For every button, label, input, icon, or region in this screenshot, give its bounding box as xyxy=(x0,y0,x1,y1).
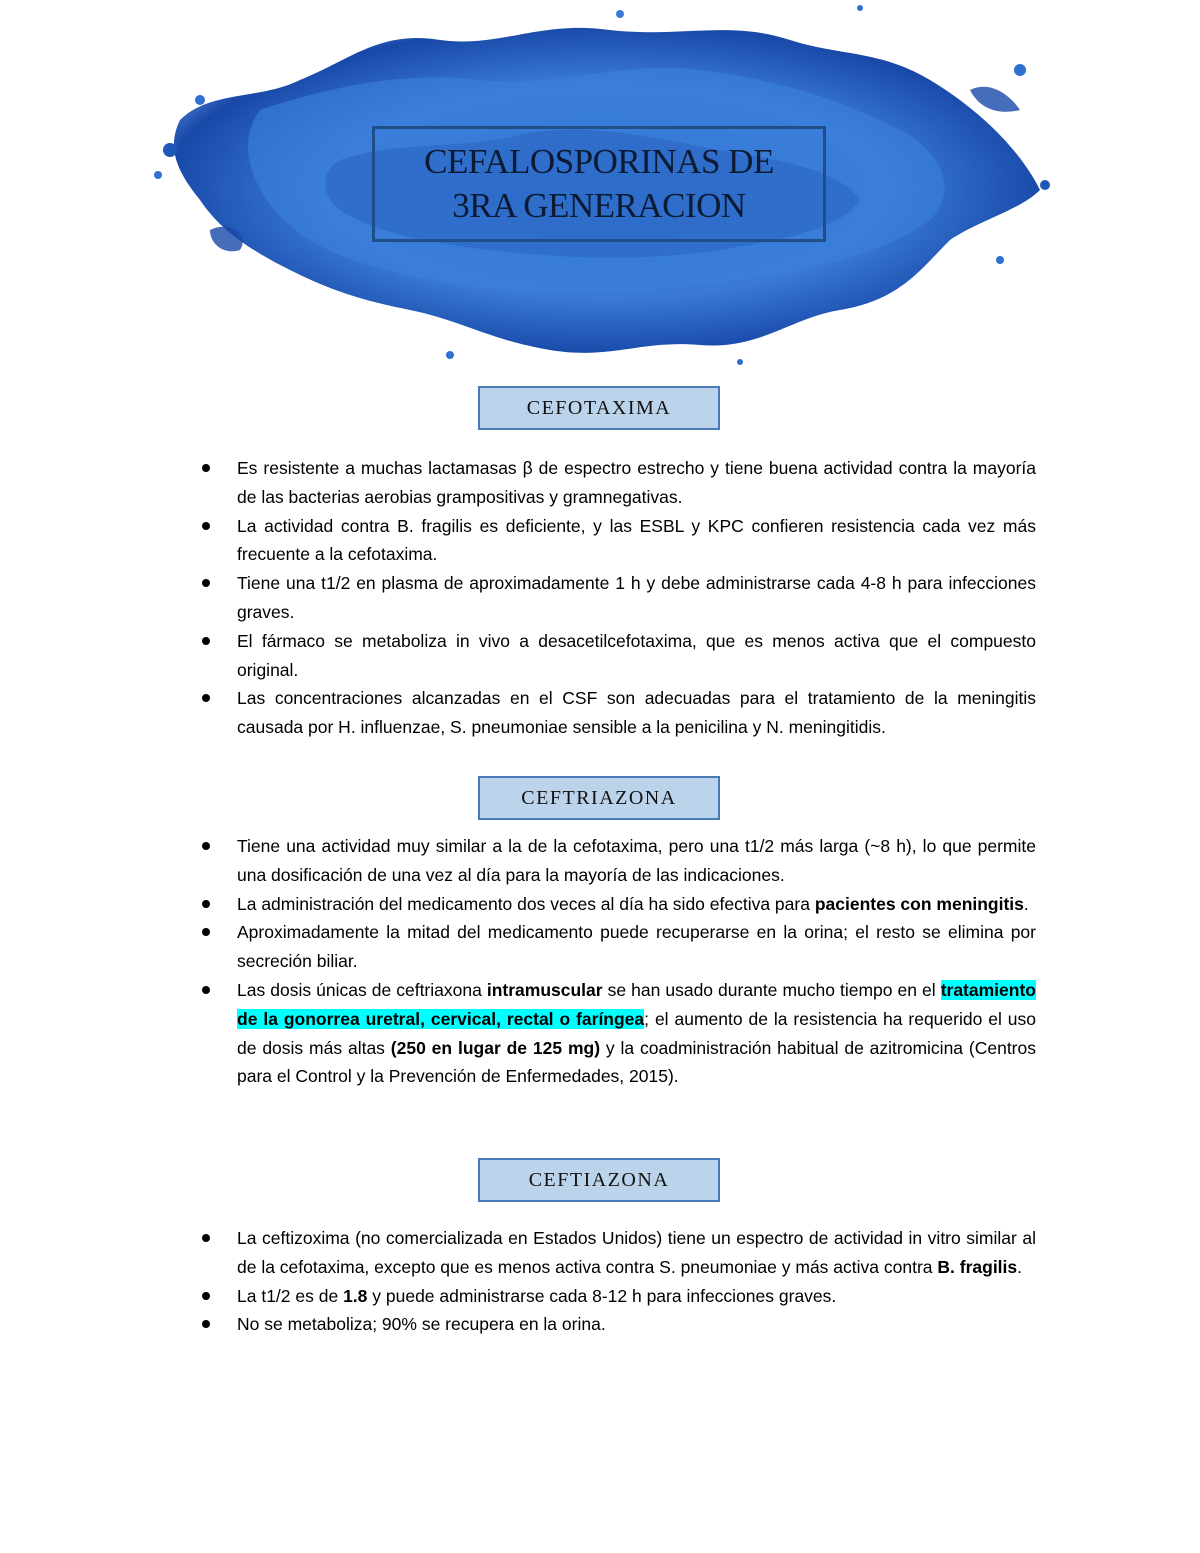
ceftriazona-list xyxy=(200,832,1036,1091)
section-heading-ceftriazona: CEFTRIAZONA xyxy=(478,776,720,820)
highlighted-text: tratamiento de la gonorrea uretral, cervical, rectal o faríngea xyxy=(237,979,1036,1029)
cefotaxima-list xyxy=(200,454,1036,742)
ceftiazona-list xyxy=(200,1224,1036,1339)
section-heading-ceftiazona: CEFTIAZONA xyxy=(478,1158,720,1202)
title-line-1: CEFALOSPORINAS DE xyxy=(424,142,774,181)
list-item: La ceftizoxima (no comercializada en Estados Unidos) tiene un espectro de actividad in vitro similar al de la cefotaxima, excepto que es menos activa contra S. pneumoniae y más activa contra B. fragilis. xyxy=(200,1224,1036,1282)
list-item: Tiene una actividad muy similar a la de la cefotaxima, pero una t1/2 más larga (~8 h), lo que permite una dosificación de una vez al día para la mayoría de las indicaciones. xyxy=(200,832,1036,890)
list-item: La t1/2 es de 1.8 y puede administrarse cada 8-12 h para infecciones graves. xyxy=(200,1282,1036,1311)
list-item: La actividad contra B. fragilis es deficiente, y las ESBL y KPC confieren resistencia cada vez más frecuente a la cefotaxima. xyxy=(200,512,1036,570)
list-item: Es resistente a muchas lactamasas β de espectro estrecho y tiene buena actividad contra la mayoría de las bacterias aerobias grampositivas y gramnegativas. xyxy=(200,454,1036,512)
list-item: El fármaco se metaboliza in vivo a desacetilcefotaxima, que es menos activa que el compuesto original. xyxy=(200,627,1036,685)
list-item: La administración del medicamento dos veces al día ha sido efectiva para pacientes con meningitis. xyxy=(200,890,1036,919)
title-box xyxy=(372,126,826,242)
list-item: No se metaboliza; 90% se recupera en la orina. xyxy=(200,1310,1036,1339)
list-item: Tiene una t1/2 en plasma de aproximadamente 1 h y debe administrarse cada 4-8 h para infecciones graves. xyxy=(200,569,1036,627)
title-line-2: 3RA GENERACION xyxy=(452,186,746,225)
list-item: Aproximadamente la mitad del medicamento puede recuperarse en la orina; el resto se elimina por secreción biliar. xyxy=(200,918,1036,976)
list-item: Las dosis únicas de ceftriaxona intramuscular se han usado durante mucho tiempo en el tratamiento de la gonorrea uretral, cervical, rectal o faríngea; el aumento de la resistencia ha requerido el uso de dosis más altas (250 en lugar de 125 mg) y la coadministración habitual de azitromicina (Centros para el Control y la Prevención de Enfermedades, 2015). xyxy=(200,976,1036,1091)
section-heading-cefotaxima: CEFOTAXIMA xyxy=(478,386,720,430)
list-item: Las concentraciones alcanzadas en el CSF son adecuadas para el tratamiento de la meningitis causada por H. influenzae, S. pneumoniae sensible a la penicilina y N. meningitidis. xyxy=(200,684,1036,742)
